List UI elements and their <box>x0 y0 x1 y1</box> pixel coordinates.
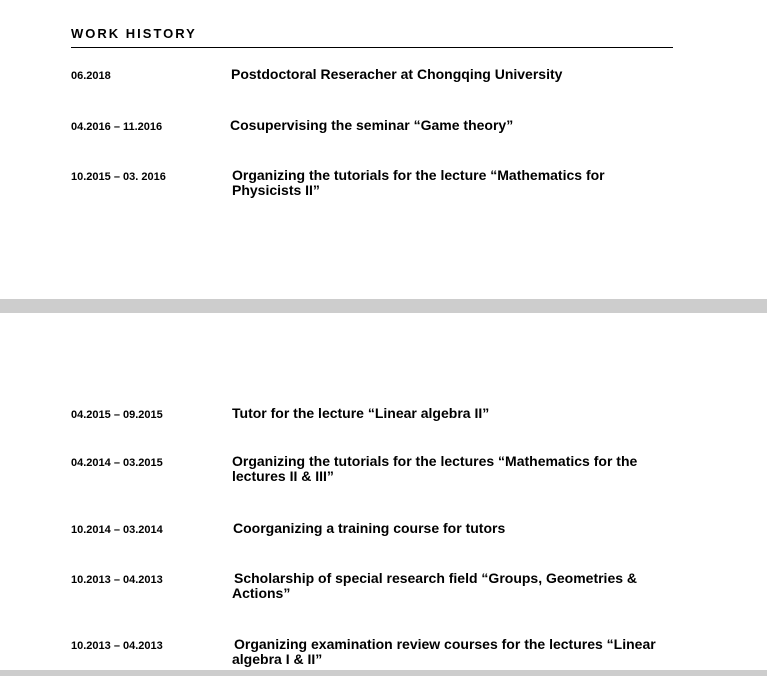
document-page-2 <box>0 313 767 670</box>
entry-description: Cosupervising the seminar “Game theory” <box>230 117 514 133</box>
entry-description: Postdoctoral Reseracher at Chongqing University <box>231 66 563 82</box>
entry-date: 10.2014 – 03.2014 <box>71 524 163 536</box>
entry-date: 10.2013 – 04.2013 <box>71 640 163 652</box>
entry-date: 06.2018 <box>71 70 111 82</box>
entry-description: Coorganizing a training course for tutors <box>233 520 506 536</box>
entry-description: Tutor for the lecture “Linear algebra II” <box>232 405 490 421</box>
entry-description: Scholarship of special research field “Groups, Geometries & Actions” <box>232 570 638 601</box>
entry-date: 04.2014 – 03.2015 <box>71 457 163 469</box>
entry-description: Organizing examination review courses for the lectures “Linear algebra I & II” <box>232 636 656 667</box>
section-title: WORK HISTORY <box>71 26 197 41</box>
section-divider <box>71 47 673 48</box>
entry-description: Organizing the tutorials for the lectures “Mathematics for the lectures II & III” <box>232 453 638 484</box>
entry-date: 04.2016 – 11.2016 <box>71 121 163 133</box>
entry-date: 10.2013 – 04.2013 <box>71 574 163 586</box>
entry-date: 10.2015 – 03. 2016 <box>71 171 166 183</box>
entry-description: Organizing the tutorials for the lecture “Mathematics for Physicists II” <box>232 167 605 198</box>
entry-date: 04.2015 – 09.2015 <box>71 409 163 421</box>
document-page-1 <box>0 0 767 299</box>
